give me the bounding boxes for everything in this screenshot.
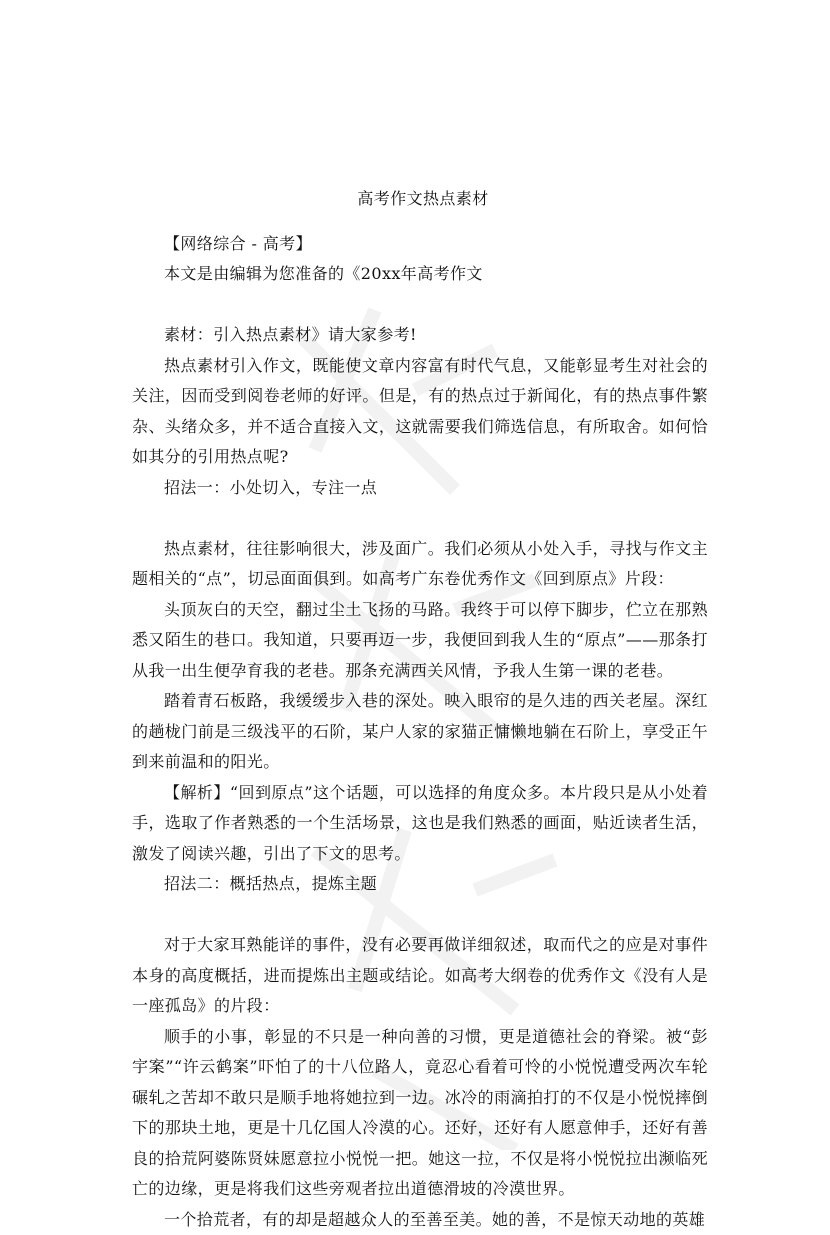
- section-heading: 招法一：小处切入，专注一点: [132, 473, 708, 504]
- paragraph: 踏着青石板路，我缓缓步入巷的深处。映入眼帘的是久违的西关老屋。深红的趟栊门前是三级浅平的石阶，某户人家的家猫正慵懒地躺在石阶上，享受正午到来前温和的阳光。: [132, 686, 708, 778]
- paragraph: 一个拾荒者，有的却是超越众人的至善至美。她的善，不是惊天动地的英雄: [132, 1205, 708, 1235]
- paragraph: 热点素材引入作文，既能使文章内容富有时代气息，又能彰显考生对社会的关注，因而受到阅卷老师的好评。但是，有的热点过于新闻化，有的热点事件繁杂、头绪众多，并不适合直接入文，这就需要我们筛选信息，有所取舍。如何恰如其分的引用热点呢?: [132, 351, 708, 473]
- intro-line: 本文是由编辑为您准备的《20xx年高考作文: [132, 259, 708, 290]
- paragraph: 头顶灰白的天空，翻过尘土飞扬的马路。我终于可以停下脚步，伫立在那熟悉又陌生的巷口。我知道，只要再迈一步，我便回到我人生的“原点”——那条打从我一出生便孕育我的老巷。那条充满西关风情，予我人生第一课的老巷。: [132, 595, 708, 687]
- page-title: 高考作文热点素材: [132, 184, 708, 215]
- analysis-paragraph: 【解析】“回到原点”这个话题，可以选择的角度众多。本片段只是从小处着手，选取了作者熟悉的一个生活场景，这也是我们熟悉的画面，贴近读者生活，激发了阅读兴趣，引出了下文的思考。: [132, 778, 708, 870]
- paragraph: 热点素材，往往影响很大，涉及面广。我们必须从小处入手，寻找与作文主题相关的“点”，切忌面面俱到。如高考广东卷优秀作文《回到原点》片段：: [132, 534, 708, 595]
- document-body: [132, 184, 708, 1235]
- paragraph: 对于大家耳熟能详的事件，没有必要再做详细叙述，取而代之的应是对事件本身的高度概括，进而提炼出主题或结论。如高考大纲卷的优秀作文《没有人是一座孤岛》的片段：: [132, 930, 708, 1022]
- section-heading: 招法二：概括热点，提炼主题: [132, 869, 708, 900]
- source-line: 【网络综合 - 高考】: [132, 229, 708, 260]
- paragraph: 顺手的小事，彰显的不只是一种向善的习惯，更是道德社会的脊梁。被“彭宇案”“许云鹤案”吓怕了的十八位路人，竟忍心看着可怜的小悦悦遭受两次车轮碾轧之苦却不敢只是顺手地将她拉到一边。冰冷的雨滴拍打的不仅是小悦悦摔倒下的那块土地，更是十几亿国人冷漠的心。还好，还好有人愿意伸手，还好有善良的拾荒阿婆陈贤妹愿意拉小悦悦一把。她这一拉，不仅是将小悦悦拉出濒临死亡的边缘，更是将我们这些旁观者拉出道德滑坡的冷漠世界。: [132, 1022, 708, 1205]
- intro-line-continued: 素材：引入热点素材》请大家参考!: [132, 320, 708, 351]
